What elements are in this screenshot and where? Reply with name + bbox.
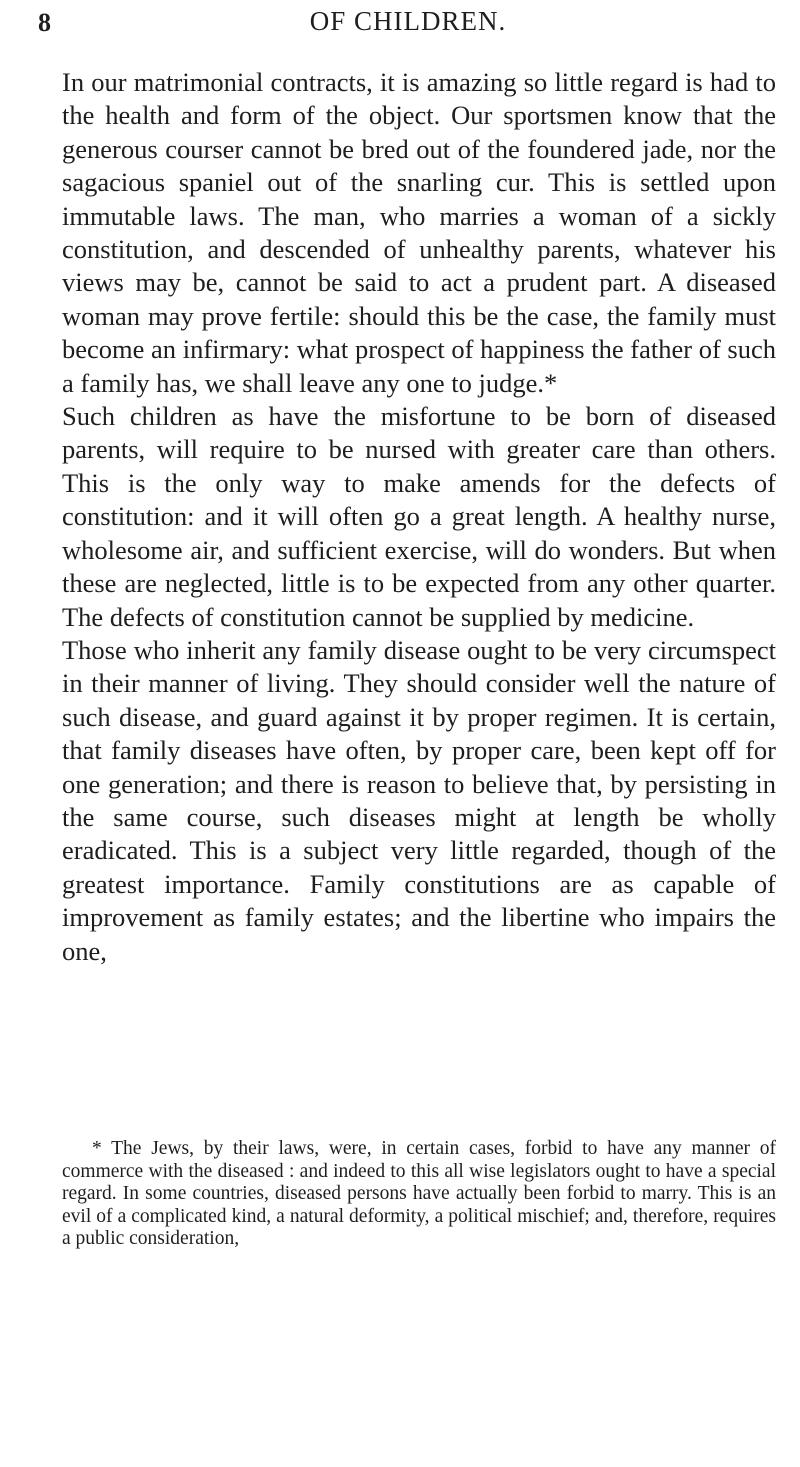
page-header bbox=[38, 4, 778, 44]
main-text bbox=[62, 66, 776, 968]
paragraph-family-disease: Those who inherit any family disease ought to be very circumspect in their manner of living. They should consider well the nature of such disease, and guard against it by proper regimen. It is certain, that family diseases have often, by proper care, been kept off for one generation; and there is reason to believe that, by persisting in the same course, such diseases might at length be wholly eradicated. This is a subject very little regarded, though of the greatest importance. Family constitutions are as capable of improvement as family estates; and the libertine who impairs the one, bbox=[62, 634, 776, 966]
footnote-text: * The Jews, by their laws, were, in certain cases, forbid to have any manner of commerce with the diseased : and indeed to this all wise legislators ought to have a special regard. In some countries, diseased persons have actually been forbid to marry. This is an evil of a complicated kind, a natural deformity, a political mischief; and, therefore, requires a public consideration, bbox=[62, 1138, 776, 1249]
footnote bbox=[62, 1138, 776, 1251]
running-head: OF CHILDREN. bbox=[309, 6, 507, 36]
page-number: 8 bbox=[38, 8, 51, 37]
paragraph-diseased-parents: Such children as have the misfortune to be born of diseased parents, will require to be nursed with greater care than others. This is the only way to make amends for the defects of constitution: and it will often go a great length. A healthy nurse, wholesome air, and sufficient exercise, will do wonders. But when these are neglected, little is to be expected from any other quarter. The defects of constitution cannot be supplied by medicine. bbox=[62, 401, 776, 632]
paragraph-matrimonial-contracts: In our matrimonial contracts, it is amazing so little regard is had to the health and form of the object. Our sportsmen know that the generous courser cannot be bred out of the foundered jade, nor the sagacious spaniel out of the snarling cur. This is settled upon immutable laws. The man, who marries a woman of a sickly constitution, and descended of unhealthy parents, whatever his views may be, cannot be said to act a prudent part. A diseased woman may prove fertile: should this be the case, the family must become an infirmary: what prospect of happiness the father of such a family has, we shall leave any one to judge.* bbox=[62, 67, 776, 398]
